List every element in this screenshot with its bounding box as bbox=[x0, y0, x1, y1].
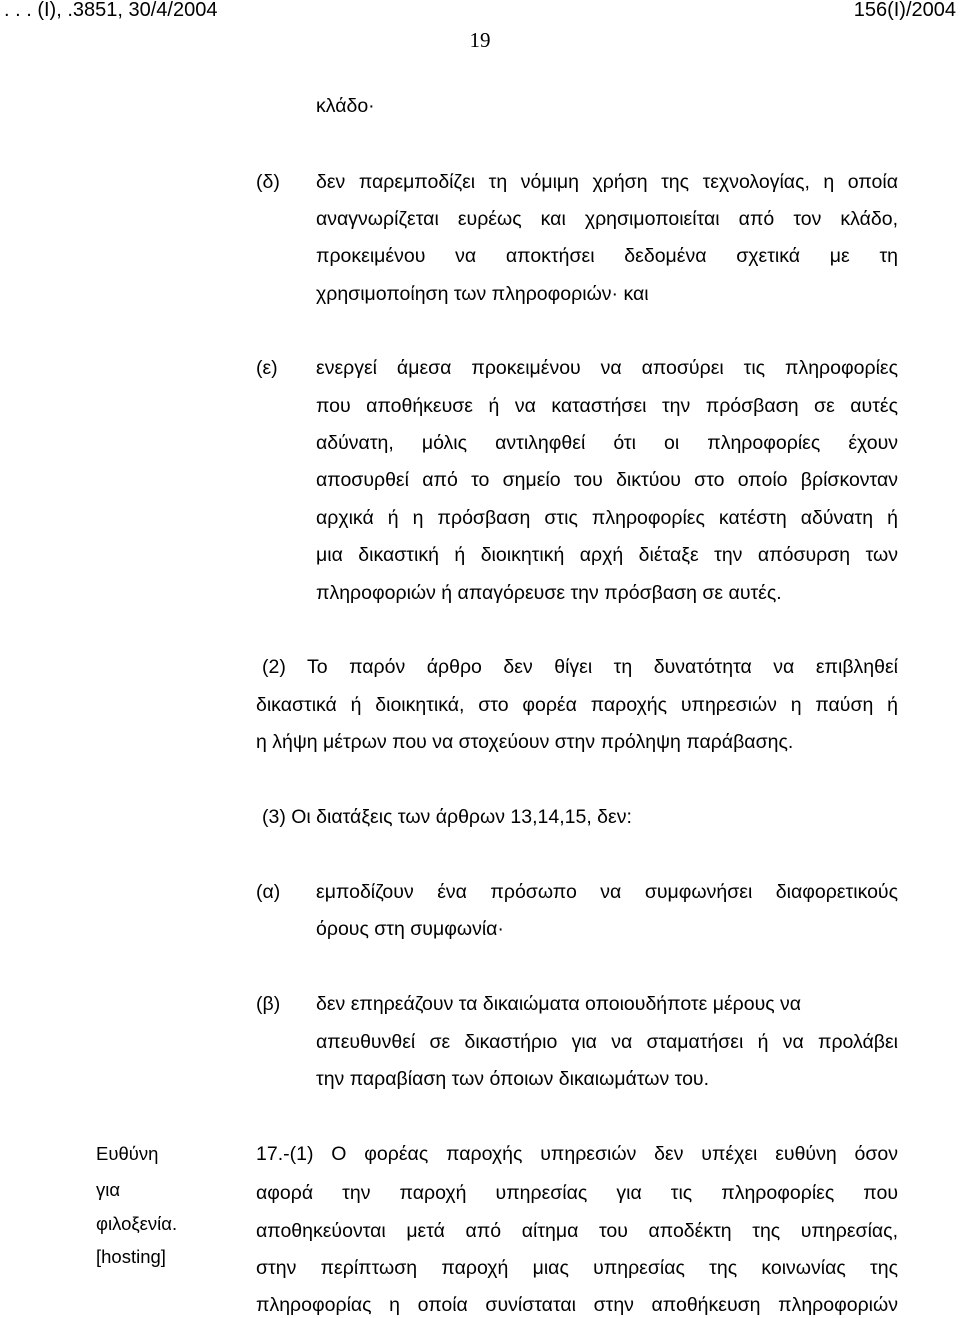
item-e-line-4: αποσυρθεί από το σημείο του δικτύου στο οποίο βρίσκονταν bbox=[316, 469, 898, 491]
section-17-line-1: 17.-(1) Ο φορέας παροχής υπηρεσιών δεν υπέχει ευθύνη όσον bbox=[256, 1143, 898, 1165]
para-3-intro: (3) Οι διατάξεις των άρθρων 13,14,15, δεν: bbox=[262, 806, 632, 828]
item-e-label: (ε) bbox=[256, 357, 278, 379]
top-fragment: κλάδο· bbox=[316, 95, 375, 117]
item-d-line-3: προκειμένου να αποκτήσει δεδομένα σχετικά με τη bbox=[316, 245, 898, 267]
item-d-line-4: χρησιμοποίηση των πληροφοριών· και bbox=[316, 283, 649, 305]
section-17-line-4: στην περίπτωση παροχή μιας υπηρεσίας της κοινωνίας της bbox=[256, 1257, 898, 1279]
item-d-label: (δ) bbox=[256, 171, 280, 193]
section-17-line-2: αφορά την παροχή υπηρεσίας για τις πληροφορίες που bbox=[256, 1182, 898, 1204]
item-b-line-1: δεν επηρεάζουν τα δικαιώματα οποιουδήποτε μέρους να bbox=[316, 993, 802, 1015]
item-e-line-7: πληροφοριών ή απαγόρευσε την πρόσβαση σε αυτές. bbox=[316, 582, 782, 604]
item-e-line-3: αδύνατη, μόλις αντιληφθεί ότι οι πληροφορίες έχουν bbox=[316, 432, 898, 454]
para-2-line-3: η λήψη μέτρων που να στοχεύουν στην πρόληψη παράβασης. bbox=[256, 731, 794, 753]
item-e-line-1: ενεργεί άμεσα προκειμένου να αποσύρει τις πληροφορίες bbox=[316, 357, 898, 379]
section-17-line-5: πληροφορίας η οποία συνίσταται στην αποθήκευση πληροφοριών bbox=[256, 1294, 898, 1316]
item-e-line-2: που αποθήκευσε ή να καταστήσει την πρόσβαση σε αυτές bbox=[316, 395, 898, 417]
page-number: 19 bbox=[469, 28, 491, 52]
item-b-label: (β) bbox=[256, 993, 281, 1015]
margin-note-line-3: φιλοξενία. bbox=[96, 1213, 178, 1234]
margin-note-line-2: για bbox=[96, 1179, 121, 1200]
item-b-line-3: την παραβίαση των όποιων δικαιωμάτων του. bbox=[316, 1068, 709, 1090]
page-header bbox=[0, 0, 960, 20]
item-d-line-1: δεν παρεμποδίζει τη νόμιμη χρήση της τεχνολογίας, η οποία bbox=[316, 171, 898, 193]
header-law-number: 156(I)/2004 bbox=[853, 0, 956, 21]
margin-note-line-1: Ευθύνη bbox=[96, 1143, 159, 1164]
para-2-line-1: (2) Το παρόν άρθρο δεν θίγει τη δυνατότητα να επιβληθεί bbox=[262, 656, 898, 678]
item-e-line-6: μια δικαστική ή διοικητική αρχή διέταξε την απόσυρση των bbox=[316, 544, 898, 566]
item-e-line-5: αρχικά ή η πρόσβαση στις πληροφορίες κατέστη αδύνατη ή bbox=[316, 507, 898, 529]
margin-note-line-4: [hosting] bbox=[96, 1246, 166, 1267]
section-17-line-3: αποθηκεύονται μετά από αίτημα του αποδέκτη της υπηρεσίας, bbox=[256, 1220, 898, 1242]
item-a-line-1: εμποδίζουν ένα πρόσωπο να συμφωνήσει διαφορετικούς bbox=[316, 881, 898, 903]
item-b-line-2: απευθυνθεί σε δικαστήριο για να σταματήσει ή να προλάβει bbox=[316, 1031, 898, 1053]
para-2-line-2: δικαστικά ή διοικητικά, στο φορέα παροχής υπηρεσιών η παύση ή bbox=[256, 694, 898, 716]
item-a-line-2: όρους στη συμφωνία· bbox=[316, 918, 504, 940]
header-reference: . . . (Ι), .3851, 30/4/2004 bbox=[4, 0, 218, 21]
item-a-label: (α) bbox=[256, 881, 281, 903]
item-d-line-2: αναγνωρίζεται ευρέως και χρησιμοποιείται από τον κλάδο, bbox=[316, 208, 898, 230]
